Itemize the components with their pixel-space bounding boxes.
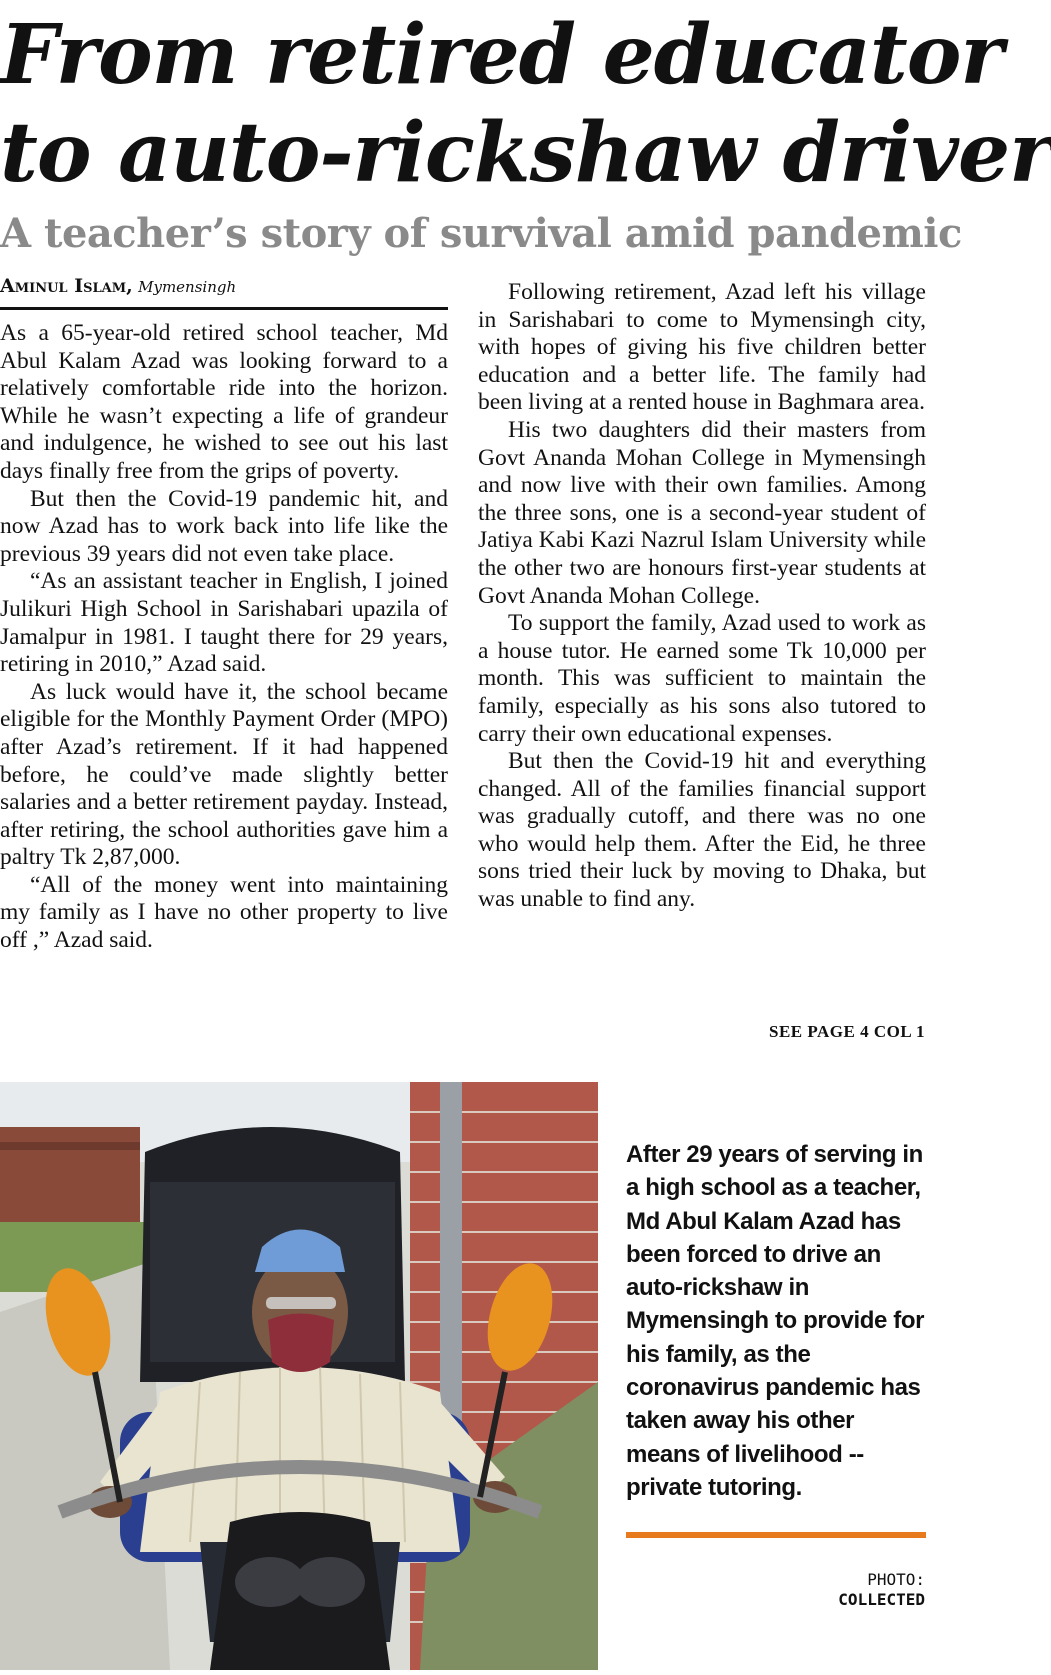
photo-credit-label: PHOTO: [867, 1570, 925, 1589]
paragraph: As luck would have it, the school became eligible for the Monthly Payment Order (MPO) after Azad’s retirement. If it had happened before, he could’ve made slightly better salaries and a better retirement payday. Instead, after retiring, the school authorities gave him a paltry Tk 2,87,000. [0, 678, 448, 871]
paragraph: As a 65-year-old retired school teacher, Md Abul Kalam Azad was looking forward to a relatively comfortable ride into the horizon. While he wasn’t expecting a life of grandeur and indulgence, he wished to see out his last days finally free from the grips of poverty. [0, 320, 448, 484]
photo-caption: After 29 years of serving in a high school as a teacher, Md Abul Kalam Azad has been forced to drive an auto-rickshaw in Mymensingh to provide for his family, as the coronavirus pandemic has taken away his other means of livelihood -- private tutoring. [626, 1141, 925, 1501]
paragraph: But then the Covid-19 pandemic hit, and now Azad has to work back into life like the previous 39 years did not even take place. [0, 485, 448, 567]
photo-credit-source: COLLECTED [838, 1590, 925, 1609]
article-right-column [478, 279, 926, 914]
continued-jump-line: SEE PAGE 4 COL 1 [769, 1022, 925, 1041]
paragraph: But then the Covid-19 hit and everything changed. All of the families financial support was gradually cutoff, and there was no one who would help them. After the Eid, he three sons tried their luck by moving to Dhaka, but was unable to find any. [478, 748, 926, 913]
paragraph: “All of the money went into maintaining my family as I have no other property to live off ,” Azad said. [0, 871, 448, 954]
paragraph: “As an assistant teacher in English, I joined Julikuri High School in Sarishabari upazila of Jamalpur in 1981. I taught there for 29 years, retiring in 2010,” Azad said. [0, 568, 448, 678]
byline-location: Mymensingh [138, 278, 237, 296]
paragraph: To support the family, Azad used to work as a house tutor. He earned some Tk 10,000 per month. This was sufficient to maintain the family, especially as his sons also tutored to carry their own educational expenses. [478, 610, 926, 747]
paragraph: Following retirement, Azad left his village in Sarishabari to come to Mymensingh city, with hopes of giving his five children better education and a better life. The family had been living at a rented house in Baghmara area. [478, 279, 926, 416]
rickshaw-driver-photo [0, 1082, 598, 1670]
photo-credit [838, 1570, 925, 1610]
byline-author: Aminul Islam, [0, 275, 133, 297]
article-left-column [0, 320, 448, 955]
headline-line-1: From retired educator [0, 7, 1003, 103]
accent-rule [626, 1532, 926, 1538]
paragraph: His two daughters did their masters from Govt Ananda Mohan College in Mymensingh and now live with their own families. Among the three sons, one is a second-year student of Jatiya Kabi Kazi Nazrul Islam University while the other two are honours first-year students at Govt Ananda Mohan College. [478, 416, 926, 609]
byline [0, 275, 448, 310]
headline [0, 6, 1051, 202]
headline-line-2: to auto-rickshaw driver [0, 105, 1051, 201]
news-photo [0, 1082, 598, 1670]
subheadline: A teacher’s story of survival amid pandemic [0, 210, 962, 257]
